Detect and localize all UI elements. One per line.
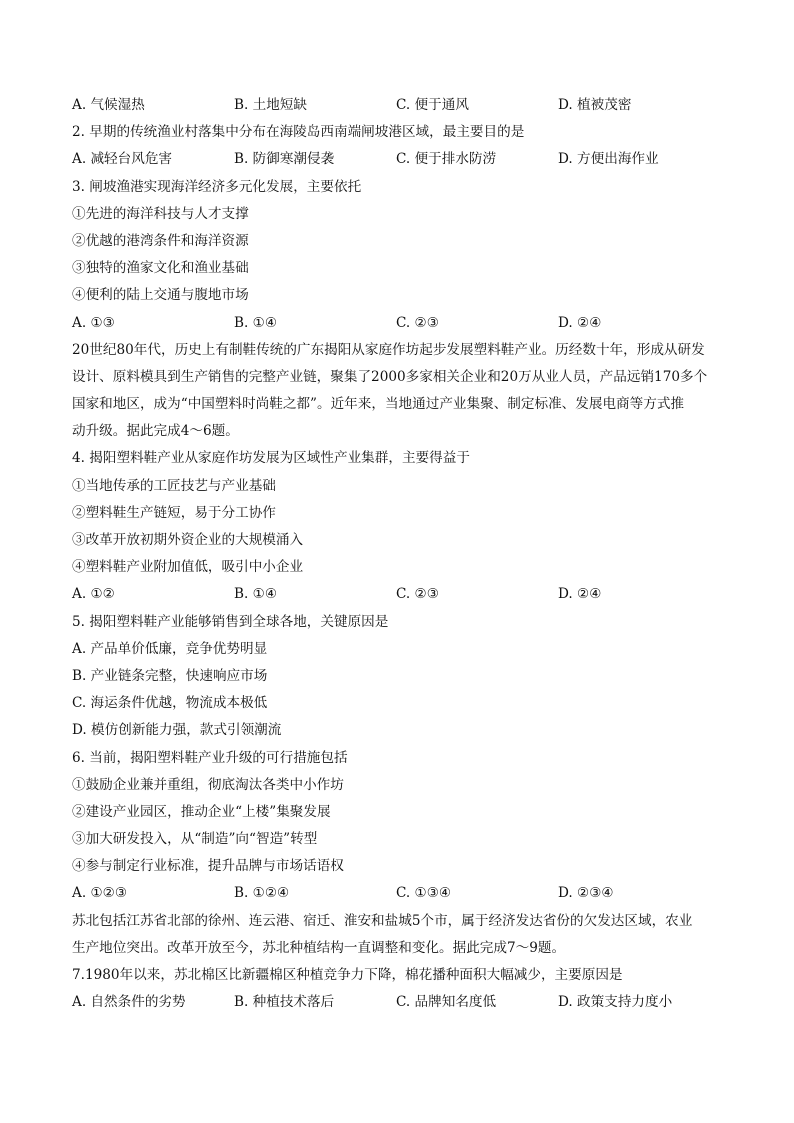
q3-option-c: C. ②③ [396, 314, 439, 331]
q3-option-b: B. ①④ [234, 314, 278, 331]
q1-options [72, 92, 722, 119]
passage-line: 动升级。据此完成4～6题。 [72, 423, 239, 440]
q4-option-d: D. ②④ [558, 586, 602, 603]
q2-option-d: D. 方便出海作业 [558, 151, 659, 168]
q4-item: ①当地传承的工匠技艺与产业基础 [72, 477, 276, 494]
q4-option-a: A. ①② [72, 586, 115, 603]
q1-option-a: A. 气候湿热 [72, 97, 145, 113]
exam-page [72, 92, 722, 1016]
q3-option-d: D. ②④ [558, 314, 602, 331]
q3-item: ③独特的渔家文化和渔业基础 [72, 260, 249, 277]
q4-option-b: B. ①④ [234, 586, 278, 603]
q4-options [72, 581, 722, 608]
q3-stem: 3. 闸坡渔港实现海洋经济多元化发展，主要依托 [72, 178, 362, 195]
q6-option-b: B. ①②④ [234, 885, 290, 902]
q2-stem: 2. 早期的传统渔业村落集中分布在海陵岛西南端闸坡港区域，最主要目的是 [72, 124, 525, 141]
q3-item: ②优越的港湾条件和海洋资源 [72, 232, 249, 249]
q2-option-b: B. 防御寒潮侵袭 [234, 151, 335, 168]
q5-option-b: B. 产业链条完整，快速响应市场 [72, 667, 268, 684]
q6-item: ③加大研发投入，从“制造”向“智造”转型 [72, 831, 318, 848]
q6-option-a: A. ①②③ [72, 885, 128, 902]
q6-options [72, 880, 722, 907]
passage-line: 国家和地区，成为“中国塑料时尚鞋之都”。近年来，当地通过产业集聚、制定标准、发展电商等方式推 [72, 396, 685, 413]
passage-line: 20世纪80年代，历史上有制鞋传统的广东揭阳从家庭作坊起步发展塑料鞋产业。历经数十年，形成从研发 [72, 341, 705, 358]
q6-option-d: D. ②③④ [558, 885, 614, 902]
q6-item: ②建设产业园区，推动企业“上楼”集聚发展 [72, 803, 331, 820]
q7-option-a: A. 自然条件的劣势 [72, 994, 186, 1011]
q3-option-a: A. ①③ [72, 314, 115, 331]
q2-options [72, 146, 722, 173]
q5-option-d: D. 模仿创新能力强，款式引领潮流 [72, 722, 282, 739]
passage-line: 设计、原料模具到生产销售的完整产业链，聚集了2000多家相关企业和20万从业人员，产品远销170多个 [72, 368, 708, 385]
q3-options [72, 310, 722, 337]
q4-stem: 4. 揭阳塑料鞋产业从家庭作坊发展为区域性产业集群，主要得益于 [72, 450, 470, 467]
passage-line: 生产地位突出。改革开放至今，苏北种植结构一直调整和变化。据此完成7～9题。 [72, 939, 566, 956]
q7-options [72, 989, 722, 1016]
q3-item: ④便利的陆上交通与腹地市场 [72, 287, 249, 304]
q4-item: ③改革开放初期外资企业的大规模涌入 [72, 532, 304, 548]
q1-option-b: B. 土地短缺 [234, 97, 308, 113]
q3-item: ①先进的海洋科技与人才支撑 [72, 205, 249, 222]
q5-stem: 5. 揭阳塑料鞋产业能够销售到全球各地，关键原因是 [72, 613, 389, 630]
q7-option-c: C. 品牌知名度低 [396, 994, 497, 1011]
q4-option-c: C. ②③ [396, 586, 439, 603]
q2-option-a: A. 减轻台风危害 [72, 151, 173, 168]
q6-stem: 6. 当前，揭阳塑料鞋产业升级的可行措施包括 [72, 749, 348, 766]
q5-option-c: C. 海运条件优越，物流成本极低 [72, 695, 268, 712]
q1-option-c: C. 便于通风 [396, 97, 469, 113]
q2-option-c: C. 便于排水防涝 [396, 151, 497, 168]
q7-option-b: B. 种植技术落后 [234, 994, 335, 1011]
q6-item: ④参与制定行业标准，提升品牌与市场话语权 [72, 858, 344, 875]
q1-option-d: D. 植被茂密 [558, 97, 632, 113]
q6-option-c: C. ①③④ [396, 885, 452, 902]
q6-item: ①鼓励企业兼并重组，彻底淘汰各类中小作坊 [72, 776, 344, 793]
q5-option-a: A. 产品单价低廉，竞争优势明显 [72, 640, 268, 657]
q7-stem: 7.1980年以来，苏北棉区比新疆棉区种植竞争力下降，棉花播种面积大幅减少，主要原因是 [72, 967, 623, 983]
q4-item: ②塑料鞋生产链短，易于分工协作 [72, 504, 276, 521]
passage-line: 苏北包括江苏省北部的徐州、连云港、宿迁、淮安和盐城5个市，属于经济发达省份的欠发达区域，农业 [72, 912, 693, 929]
q7-option-d: D. 政策支持力度小 [558, 994, 673, 1011]
q4-item: ④塑料鞋产业附加值低，吸引中小企业 [72, 559, 304, 576]
